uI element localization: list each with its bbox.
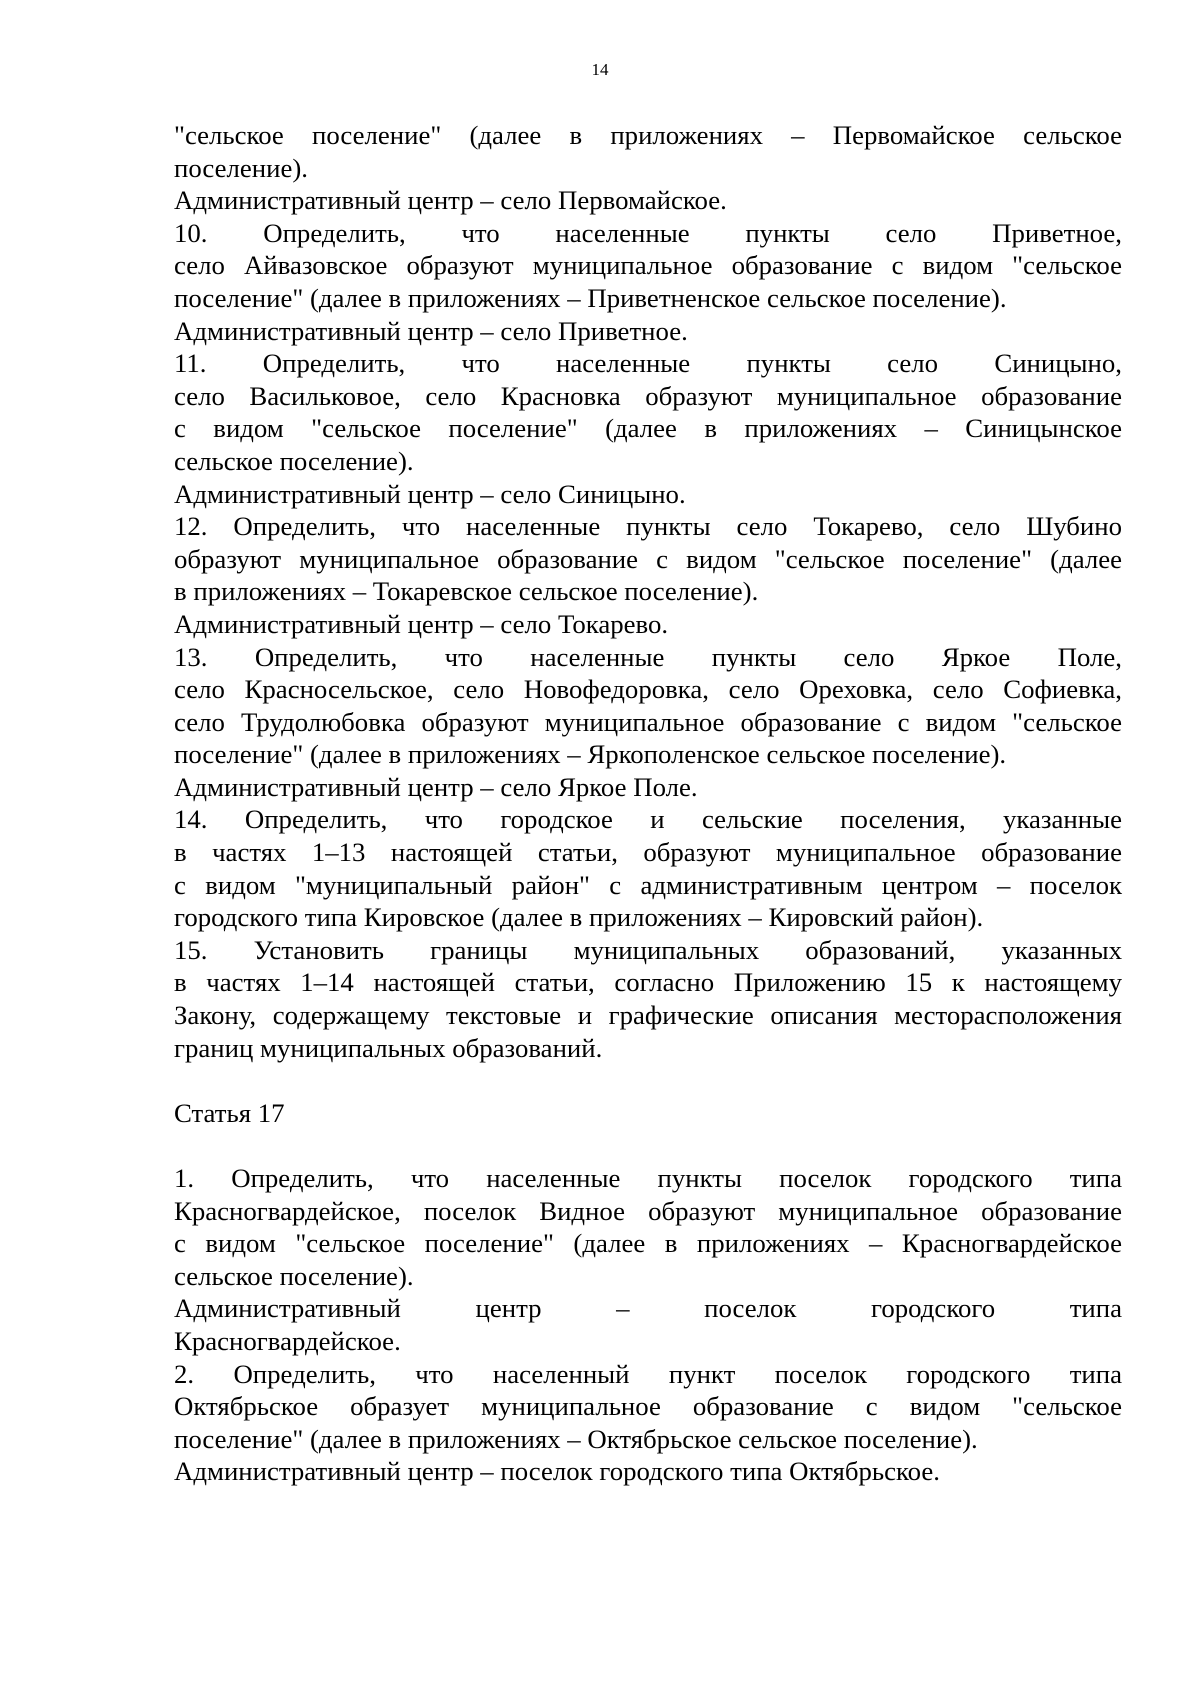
- article-17-p1-line: сельское поселение).: [174, 1260, 414, 1291]
- paragraph-11-line: 11. Определить, что населенные пункты село Синицыно,: [174, 348, 1122, 379]
- admin-center-line: Административный центр – село Приветное.: [174, 315, 688, 346]
- paragraph-13-line: село Красносельское, село Новофедоровка, село Ореховка, село Софиевка,: [174, 674, 1122, 705]
- paragraph-12-line: 12. Определить, что населенные пункты село Токарево, село Шубино: [174, 511, 1122, 542]
- paragraph-13-line: 13. Определить, что населенные пункты село Яркое Поле,: [174, 641, 1122, 672]
- admin-center-line: Административный центр – село Первомайское.: [174, 185, 727, 216]
- document-body: [174, 119, 1122, 1488]
- article-17-p2-line: 2. Определить, что населенный пункт поселок городского типа: [174, 1358, 1122, 1389]
- admin-center-line: Красногвардейское.: [174, 1325, 401, 1356]
- article-17-p1-line: Красногвардейское, поселок Видное образуют муниципальное образование: [174, 1195, 1122, 1226]
- paragraph-11-line: сельское поселение).: [174, 445, 414, 476]
- paragraph-14-line: 14. Определить, что городское и сельские поселения, указанные: [174, 804, 1122, 835]
- paragraph-11-line: с видом "сельское поселение" (далее в приложениях – Синицынское: [174, 413, 1122, 444]
- paragraph-12-line: образуют муниципальное образование с видом "сельское поселение" (далее: [174, 543, 1122, 574]
- paragraph-10-line: село Айвазовское образуют муниципальное образование с видом "сельское: [174, 250, 1122, 281]
- paragraph-13-line: село Трудолюбовка образуют муниципальное образование с видом "сельское: [174, 706, 1122, 737]
- paragraph-15-line: в частях 1–14 настоящей статьи, согласно Приложению 15 к настоящему: [174, 967, 1122, 998]
- admin-center-line: Административный центр – село Яркое Поле.: [174, 771, 698, 802]
- paragraph-15-line: границ муниципальных образований.: [174, 1032, 603, 1063]
- admin-center-line: Административный центр – село Синицыно.: [174, 478, 686, 509]
- page-number: 14: [591, 60, 609, 79]
- paragraph-15-line: 15. Установить границы муниципальных образований, указанных: [174, 934, 1122, 965]
- paragraph-14-line: городского типа Кировское (далее в приложениях – Кировский район).: [174, 902, 984, 933]
- article-17-p2-line: Октябрьское образует муниципальное образование с видом "сельское: [174, 1391, 1122, 1422]
- admin-center-line: Административный центр – поселок городского типа Октябрьское.: [174, 1456, 940, 1487]
- article-heading: Статья 17: [174, 1097, 285, 1128]
- spacer: [174, 1129, 1122, 1162]
- paragraph-10-line: поселение" (далее в приложениях – Приветненское сельское поселение).: [174, 282, 1007, 313]
- article-17-p2-line: поселение" (далее в приложениях – Октябрьское сельское поселение).: [174, 1423, 978, 1454]
- article-17-p1-line: 1. Определить, что населенные пункты поселок городского типа: [174, 1163, 1122, 1193]
- paragraph-11-line: село Васильковое, село Красновка образуют муниципальное образование: [174, 380, 1122, 411]
- text-line: "сельское поселение" (далее в приложениях – Первомайское сельское: [174, 120, 1122, 150]
- text-line: поселение).: [174, 152, 308, 183]
- paragraph-15-line: Закону, содержащему текстовые и графические описания месторасположения: [174, 1000, 1122, 1031]
- admin-center-line: Административный центр – село Токарево.: [174, 608, 669, 639]
- paragraph-10-line: 10. Определить, что населенные пункты село Приветное,: [174, 217, 1122, 248]
- paragraph-14-line: с видом "муниципальный район" с административным центром – поселок: [174, 869, 1122, 900]
- admin-center-line: Административный центр – поселок городского типа: [174, 1293, 1122, 1324]
- spacer: [174, 1064, 1122, 1097]
- paragraph-13-line: поселение" (далее в приложениях – Яркополенское сельское поселение).: [174, 739, 1007, 770]
- article-17-p1-line: с видом "сельское поселение" (далее в приложениях – Красногвардейское: [174, 1228, 1122, 1259]
- paragraph-12-line: в приложениях – Токаревское сельское поселение).: [174, 576, 759, 607]
- paragraph-14-line: в частях 1–13 настоящей статьи, образуют муниципальное образование: [174, 837, 1122, 868]
